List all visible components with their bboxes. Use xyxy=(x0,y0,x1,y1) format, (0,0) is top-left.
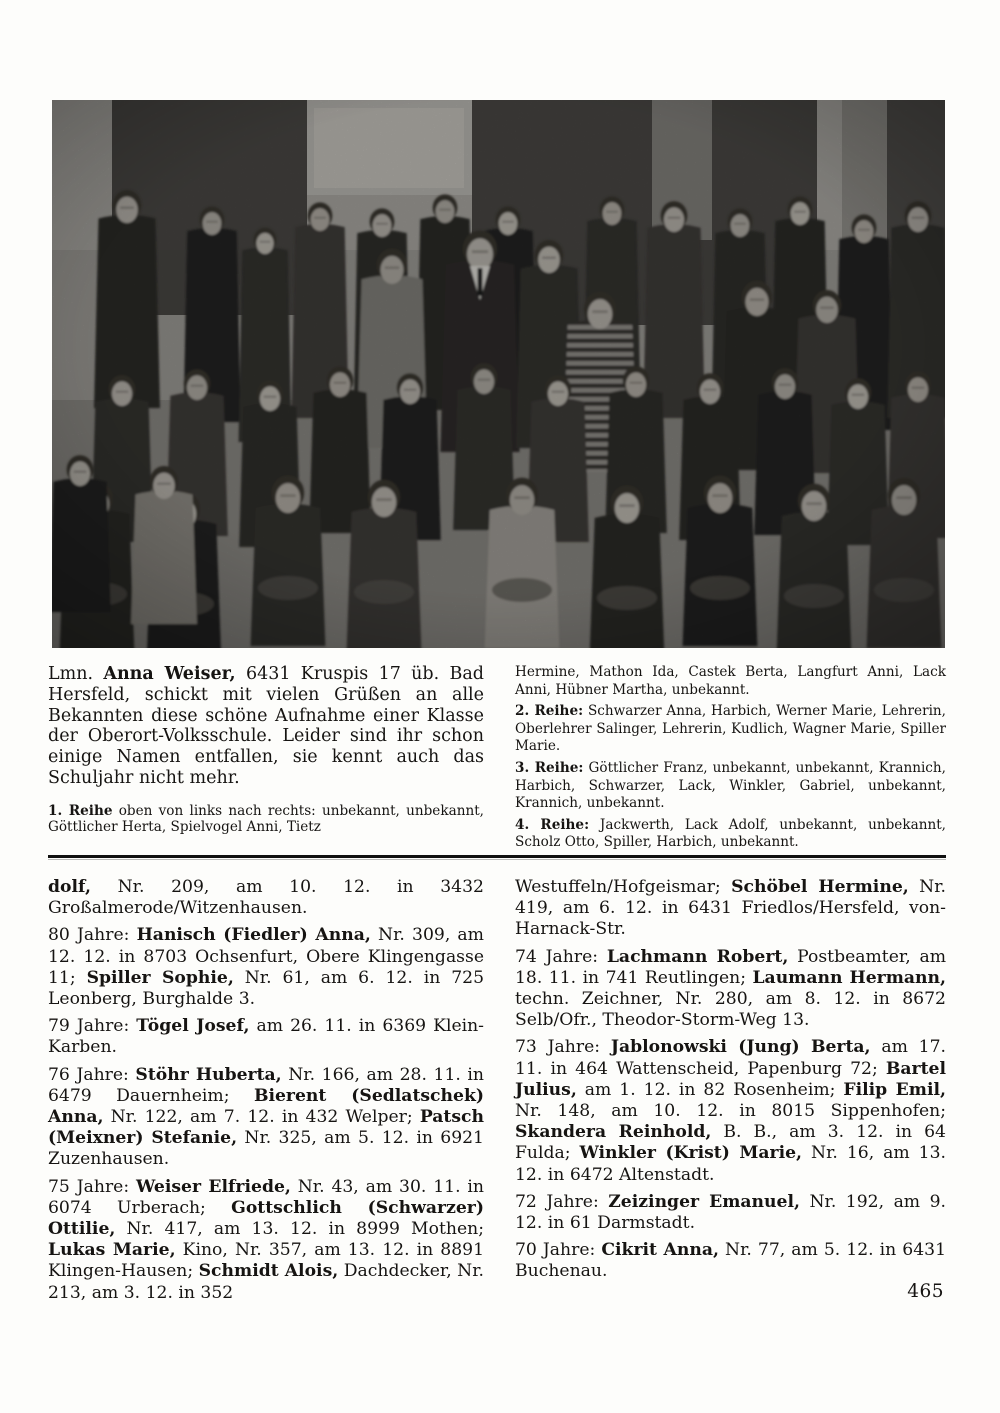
paragraph: 72 Jahre: Zeizinger Emanuel, Nr. 192, am 9. 12. in 61 Darmstadt. xyxy=(515,1191,947,1234)
paragraph: 2. Reihe: Schwarzer Anna, Harbich, Werner Marie, Lehrerin, Oberlehrer Salinger, Lehrerin, Kudlich, Wagner Marie, Spiller Marie. xyxy=(515,703,946,755)
class-photo xyxy=(52,100,945,648)
caption-intro: Lmn. Anna Weiser, 6431 Kruspis 17 üb. Bad Hersfeld, schickt mit vielen Grüßen an alle Bekannten diese schöne Aufnahme einer Klasse der Oberort-Volksschule. Leider sind ihr schon einige Namen entfallen, sie kennt auch das Schuljahr nicht mehr. xyxy=(48,664,484,788)
class-photo-illustration xyxy=(52,100,945,648)
paragraph: 79 Jahre: Tögel Josef, am 26. 11. in 6369 Klein-Karben. xyxy=(48,1016,484,1058)
paragraph: 73 Jahre: Jablonowski (Jung) Berta, am 17. 11. in 464 Wattenscheid, Papenburg 72; Bartel Julius, am 1. 12. in 82 Rosenheim; Filip Emil, Nr. 148, am 10. 12. in 8015 Sippenhofen; Skandera Reinhold, B. B., am 3. 12. in 64 Fulda; Winkler (Krist) Marie, Nr. 16, am 13. 12. in 6472 Altenstadt. xyxy=(515,1037,946,1185)
paragraph: Westuffeln/Hofgeismar; Schöbel Hermine, Nr. 419, am 6. 12. in 6431 Friedlos/Hersfeld, von-Harnack-Str. xyxy=(515,877,946,940)
paragraph: 3. Reihe: Göttlicher Franz, unbekannt, unbekannt, Krannich, Harbich, Schwarzer, Lack, Winkler, Gabriel, unbekannt, Krannich, unbekannt. xyxy=(515,759,946,812)
page-number: 465 xyxy=(907,1281,944,1302)
announcements-right-column xyxy=(515,877,946,1283)
caption-left-column xyxy=(48,664,484,836)
paragraph: 74 Jahre: Lachmann Robert, Postbeamter, am 18. 11. in 741 Reutlingen; Laumann Hermann, techn. Zeichner, Nr. 280, am 8. 12. in 8672 Selb/Ofr., Theodor-Storm-Weg 13. xyxy=(515,946,946,1031)
paragraph: 4. Reihe: Jackwerth, Lack Adolf, unbekannt, unbekannt, Scholz Otto, Spiller, Harbich, unbekannt. xyxy=(515,816,946,851)
paragraph: dolf, Nr. 209, am 10. 12. in 3432 Großalmerode/Witzenhausen. xyxy=(48,877,484,919)
paragraph: Hermine, Mathon Ida, Castek Berta, Langfurt Anni, Lack Anni, Hübner Martha, unbekannt. xyxy=(515,664,946,698)
caption-row1: 1. Reihe oben von links nach rechts: unbekannt, unbekannt, Göttlicher Herta, Spielvogel Anni, Tietz xyxy=(48,802,484,836)
paragraph: 75 Jahre: Weiser Elfriede, Nr. 43, am 30. 11. in 6074 Urberach; Gottschlich (Schwarzer) Ottilie, Nr. 417, am 13. 12. in 8999 Mothen; Lukas Marie, Kino, Nr. 357, am 13. 12. in 8891 Klingen-Hausen; Schmidt Alois, Dachdecker, Nr. 213, am 3. 12. in 352 xyxy=(48,1176,485,1303)
section-divider-rule xyxy=(48,855,946,858)
paragraph: 76 Jahre: Stöhr Huberta, Nr. 166, am 28. 11. in 6479 Dauernheim; Bierent (Sedlatschek) Anna, Nr. 122, am 7. 12. in 432 Welper; Patsch (Meixner) Stefanie, Nr. 325, am 5. 12. in 6921 Zuzenhausen. xyxy=(48,1064,484,1170)
paragraph: 70 Jahre: Cikrit Anna, Nr. 77, am 5. 12. in 6431 Buchenau. xyxy=(515,1240,947,1282)
announcements-left-column xyxy=(48,877,484,1304)
paragraph: 80 Jahre: Hanisch (Fiedler) Anna, Nr. 309, am 12. 12. in 8703 Ochsenfurt, Obere Klingengasse 11; Spiller Sophie, Nr. 61, am 6. 12. in 725 Leonberg, Burghalde 3. xyxy=(48,925,485,1010)
caption-right-column xyxy=(515,664,946,856)
